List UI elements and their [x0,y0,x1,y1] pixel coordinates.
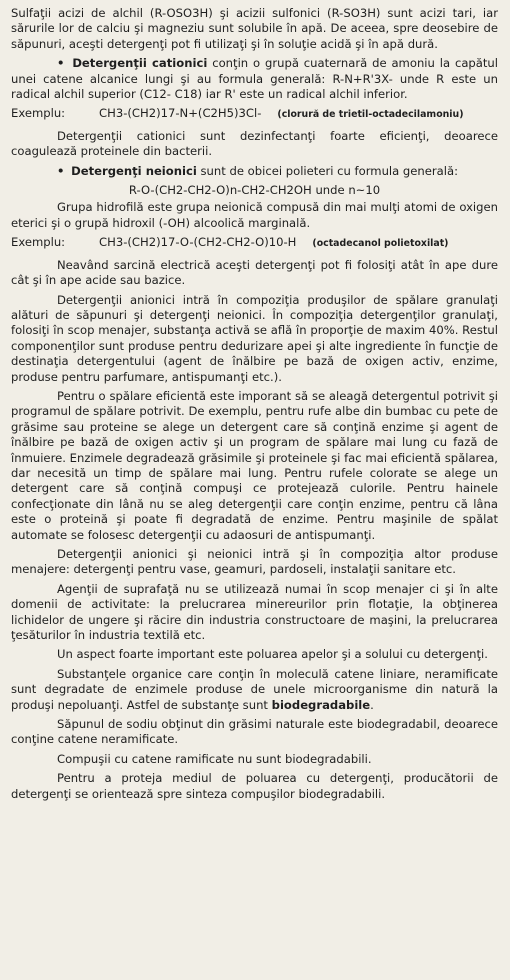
example-formula: CH3-(CH2)17-O-(CH2-CH2-O)10-H [99,235,297,250]
paragraph-nonionic-detergents [11,164,498,179]
biodegradable-text: Substanţele organice care conţin în moleculă catene liniare, neramificate sunt degradate de enzimele produse de unele microorganisme din natură la produşi nepoluanţi. Astfel de substanţe sunt [11,666,498,712]
paragraph-environment-protection: Pentru a proteja mediul de poluarea cu detergenţi, producătorii de detergenţi se orientează spre sinteza compuşilor biodegradabili. [11,771,498,801]
bullet-icon: • [57,163,65,178]
example-label: Exemplu: [11,235,66,250]
example-cationic [11,106,498,122]
paragraph-efficient-washing: Pentru o spălare eficientă este imporant să se aleagă detergentul potrivit şi programul de spălare potrivit. De exemplu, pentru rufe albe din bumbac cu pete de grăsime sau proteine se alege un detergent care să conţină enzime şi agent de înălbire pe bază de oxigen activ şi un program de spălare mai lung cu fază de înmuiere. Enzimele degradează grăsimile şi proteinele şi fac mai eficientă spălarea, dar necesită un timp de spălare mai lung. Pentru rufele colorate se alege un detergent care să conţină compuşi ce protejează culorile. Pentru hainele confecţionate din lână nu se aleg detergenţii care conţin enzime, pentru că lâna este o proteină şi poate fi degradată de enzime. Pentru maşinile de spălat automate se folosesc detergenţii cu adaosuri de antispumanţi. [11,388,498,542]
example-nonionic [11,235,498,251]
term-biodegradable: biodegradabile [271,697,371,712]
term-cationic-detergents: Detergenţii cationici [72,56,208,71]
paragraph-acid-sulfates: Sulfaţii acizi de alchil (R-OSO3H) şi acizii sulfonici (R-SO3H) sunt acizi tari, iar sărurile lor de calciu şi magneziu sunt solubile în apă. De aceea, spre deosebire de săpunuri, aceşti detergenţi pot fi utilizaţi şi în soluţie acidă şi în apă dură. [11,6,498,51]
paragraph-pollution: Un aspect foarte important este poluarea apelor şi a solului cu detergenţi. [57,647,488,662]
paragraph-no-electric-charge: Neavând sarcină electrică aceşti detergenţi pot fi folosiţi atât în ape dure cât şi în ape acide sau bazice. [11,257,498,288]
paragraph-branched-compounds: Compuşii cu catene ramificate nu sunt biodegradabili. [57,751,372,766]
general-formula: R-O-(CH2-CH2-O)n-CH2-CH2OH unde n~10 [128,183,381,198]
nonionic-detergents-description: sunt de obicei polieteri cu formula generală: [200,163,459,178]
example-formula: CH3-(CH2)17-N+(C2H5)3Cl- [99,106,262,121]
example-note: (octadecanol polietoxilat) [312,238,449,250]
paragraph-biodegradable [11,667,498,713]
cationic-detergents-description: conţin o grupă cuaternară de amoniu la capătul unei catene alcanice lungi şi au formula generală: R-N+R'3X- unde R este un radical alchil superior (C12- C18) iar R' este un radical alchil inferior. [11,56,499,102]
paragraph-cationic-detergents [11,56,498,102]
sentence-end: . [370,697,374,712]
paragraph-household-products: Detergenţii anionici şi neionici intră şi în compoziţia altor produse menajere: detergenţi pentru vase, geamuri, pardoseli, instalaţii sanitare etc. [11,547,498,577]
term-nonionic-detergents: Detergenţi neionici [71,163,197,178]
paragraph-hydrophilic-group: Grupa hidrofilă este grupa neionică compusă din mai mulţi atomi de oxigen eterici şi o grupă hidroxil (-OH) alcoolică marginală. [11,200,498,230]
paragraph-granulated-products: Detergenţii anionici intră în compoziţia produşilor de spălare granulaţi alături de săpunuri şi detergenţi neionici. În compoziţia detergenţilor granulaţi, folosiţi în scop menajer, substanţa activă se află în proporţie de maxim 40%. Restul componenţilor sunt produse pentru dedurizare apei şi alte ingrediente în funcţie de destinaţia detergentului (agent de înălbire pe bază de oxigen activ, enzime, produse pentru parfumare, antispumanţi etc.). [11,292,498,384]
example-label: Exemplu: [11,106,66,121]
paragraph-surface-agents: Agenţii de suprafaţă nu se utilizează numai în scop menajer ci şi în alte domenii de activitate: la prelucrarea minereurilor prin flotaţie, la obţinerea lichidelor de ungere şi răcire din industria constructoare de maşini, la prelucrarea ţesăturilor în industria textilă etc. [11,581,498,643]
paragraph-cationic-disinfectants: Detergenţii cationici sunt dezinfectanţi foarte eficienţi, deoarece coagulează proteinele din bacterii. [11,128,498,159]
example-note: (clorură de trietil-octadecilamoniu) [277,109,464,121]
paragraph-soap-biodegradable: Săpunul de sodiu obţinut din grăsimi naturale este biodegradabil, deoarece conţine catene neramificate. [11,717,498,747]
bullet-icon: • [57,56,65,71]
